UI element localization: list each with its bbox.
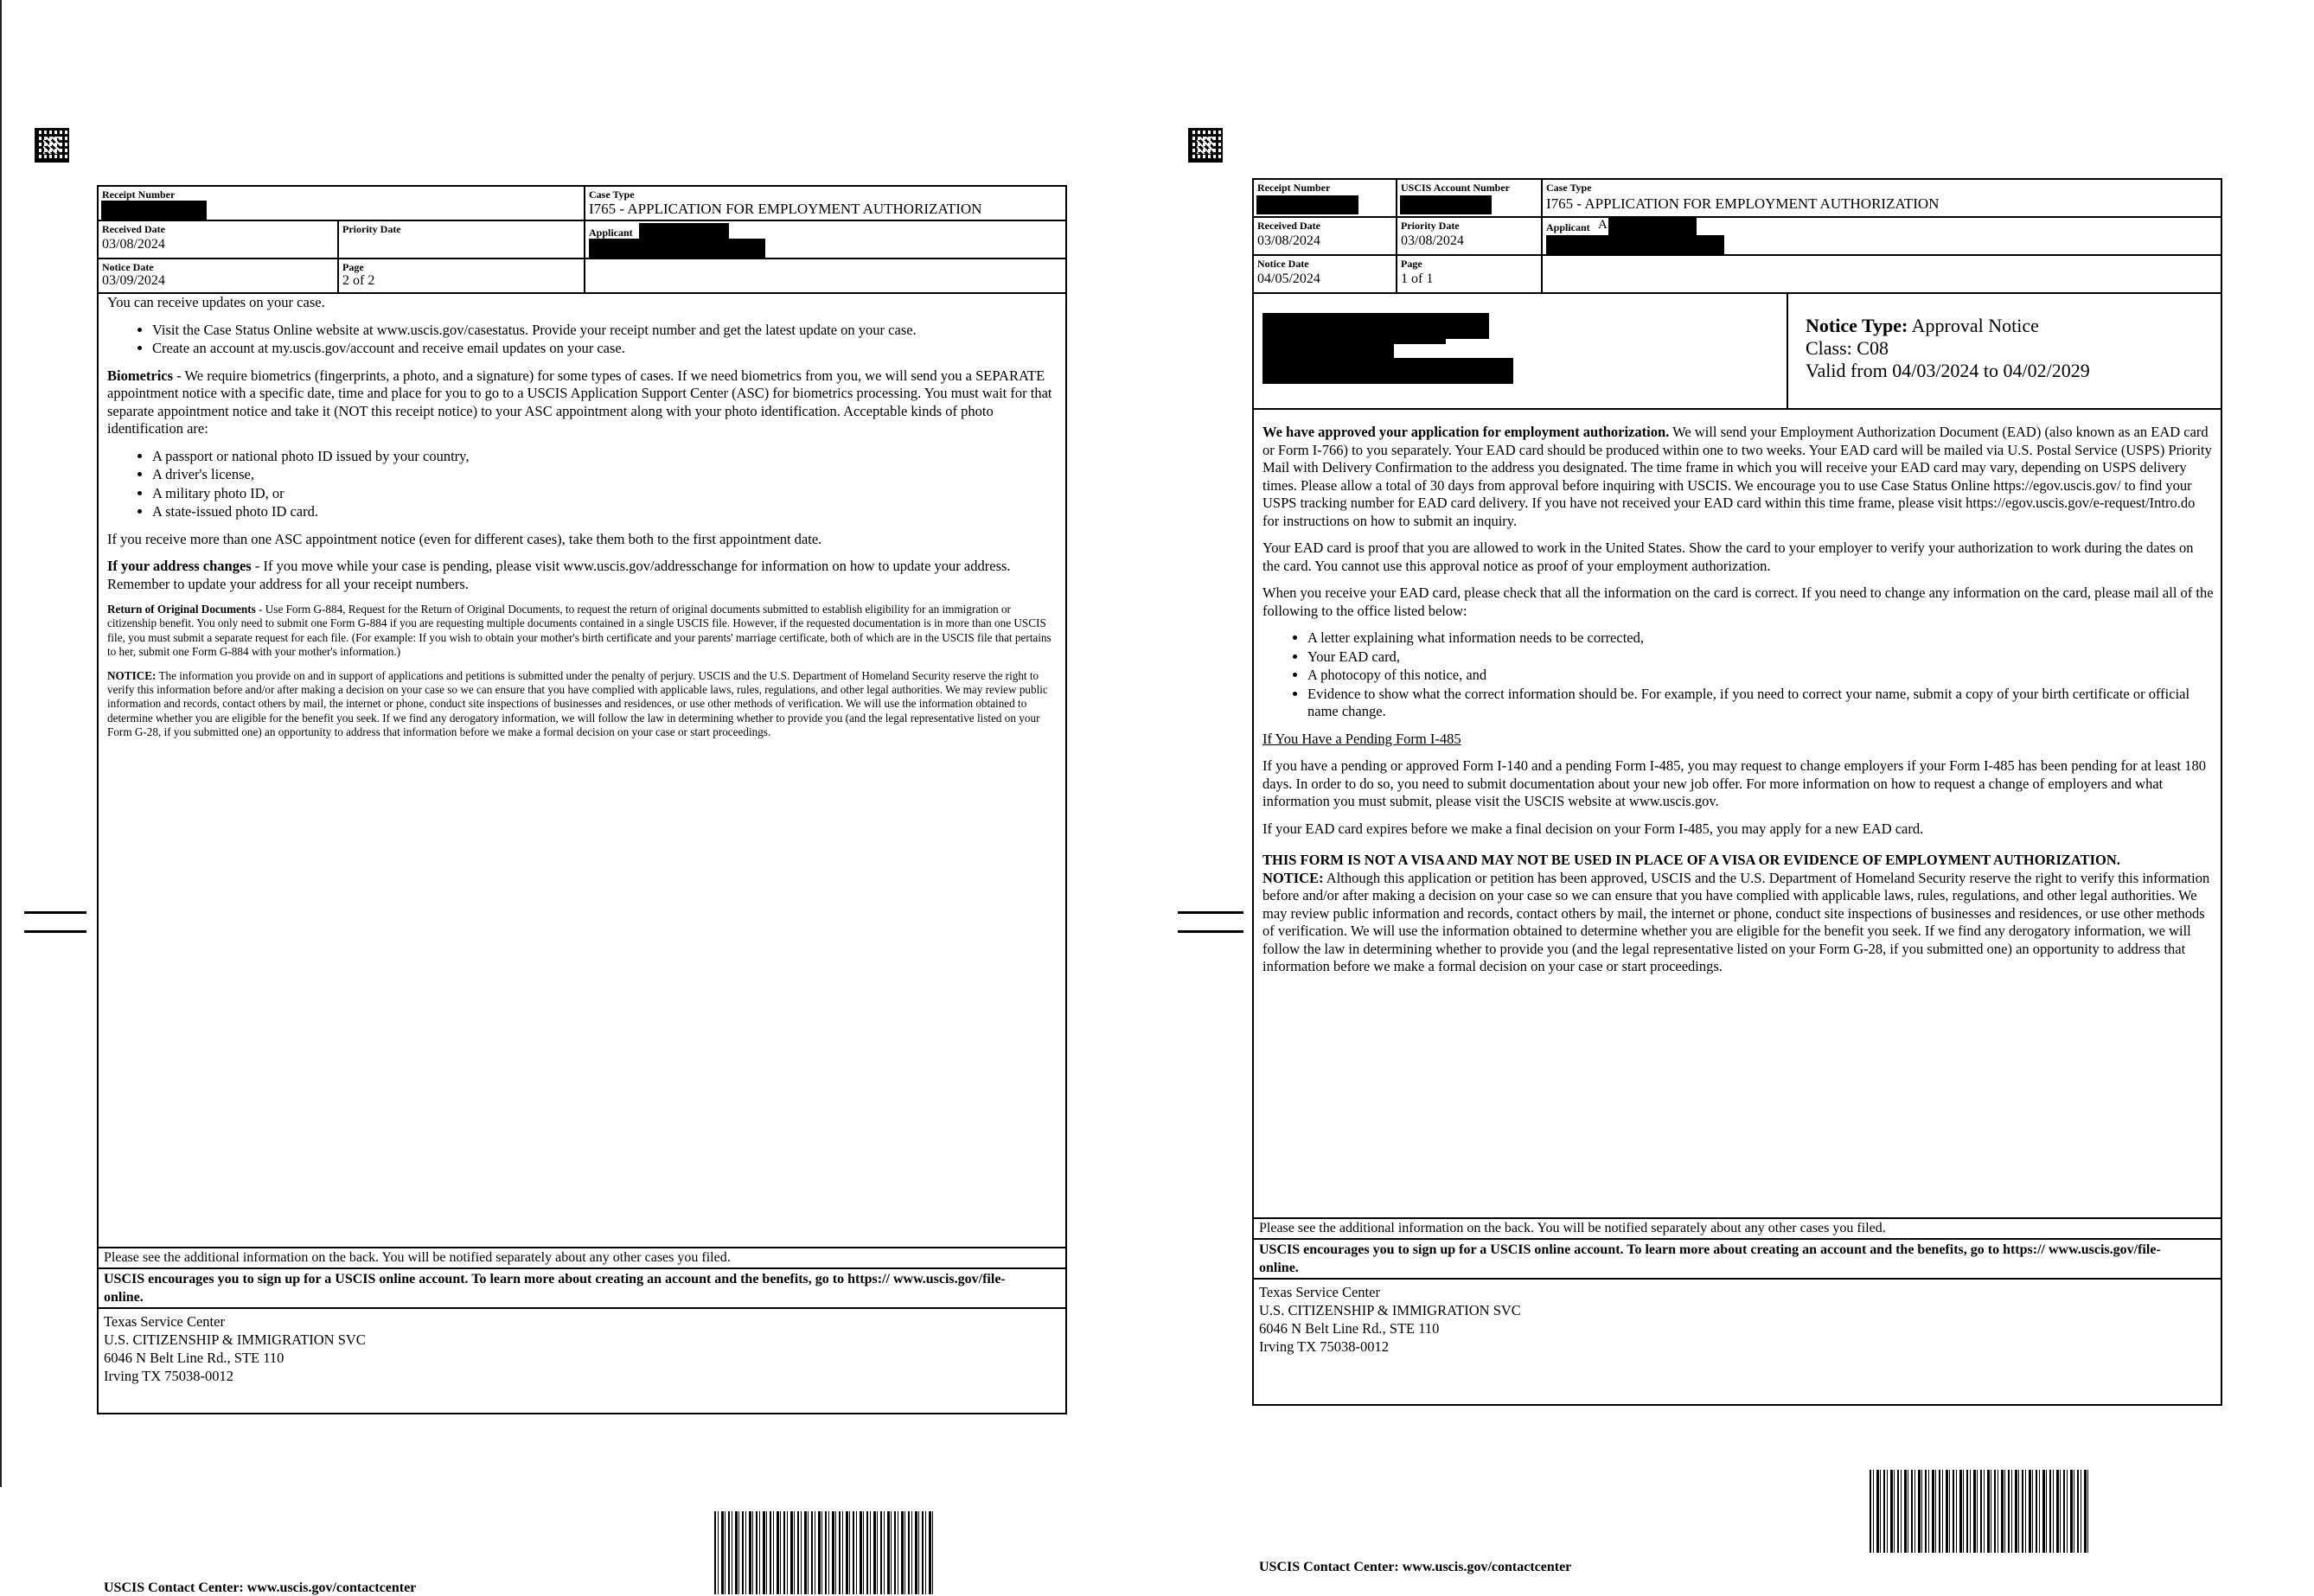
case-type-label: Case Type	[1546, 182, 1592, 194]
redaction	[1262, 358, 1513, 384]
page-label: Page	[342, 261, 364, 273]
approval-text: We will send your Employment Authorization Document (EAD) (also known as an EAD card or Form I-766) to you separately. Your EAD card should be produced within one to two weeks. Your EAD card will be mailed via U.S. Postal Service (USPS) Priority Mail with Delivery Confirmation to the address you designated. The time frame in which you will receive your EAD card may vary, depending on USPS delivery times. Please allow a total of 30 days from approval before inquiring with USCIS. We encourage you to use Case Status Online https://egov.uscis.gov/ to find your USPS tracking number for EAD card delivery. If you have not received your EAD card within this time frame, please visit https://egov.uscis.gov/e-request/Intro.do for instructions on how to submit an inquiry.	[1262, 424, 2212, 529]
address-line: Texas Service Center	[1259, 1284, 1380, 1300]
notice-text: The information you provide on and in support of applications and petitions is submitted under the penalty of perjury. USCIS and the U.S. Department of Homeland Security reserve the right to verify this information before and/or after making a decision on your case so we can ensure that you have complied with applicable laws, rules, regulations, and other legal authorities. We may review public information and records, contact others by mail, the internet or phone, conduct site inspections of businesses and residences, or use other methods of verification. We will use the information obtained to determine whether you are eligible for the benefit you seek. If we find any derogatory information, we will follow the law in determining whether to provide you (and the legal representative listed on your Form G-28, if you submitted one) an opportunity to address that information before we make a formal decision on your case or start proceedings.	[107, 668, 1048, 739]
address-line: 6046 N Belt Line Rd., STE 110	[1259, 1320, 1440, 1337]
notice-type-info	[1806, 315, 2090, 382]
list-item: • Create an account at my.uscis.gov/account and receive email updates on your case.	[152, 340, 1058, 358]
received-date-label: Received Date	[1257, 220, 1320, 232]
biometrics-heading: Biometrics	[107, 367, 174, 384]
check-card-paragraph: When you receive your EAD card, please check that all the information on the card is correct. If you need to change any information on the card, please mail all of the following to the office listed below:	[1262, 584, 2214, 619]
priority-date-label: Priority Date	[1401, 220, 1460, 232]
biometrics-text: - We require biometrics (fingerprints, a photo, and a signature) for some types of cases. If we need biometrics from you, we will send you a SEPARATE appointment notice with a specific date, time and place for you to go to a USCIS Application Support Center (ASC) for biometrics processing. You must wait for that separate appointment notice and take it (NOT this receipt notice) to your ASC appointment along with your photo identification. Acceptable kinds of photo identification are:	[107, 367, 1052, 437]
notice-date-cell	[1254, 256, 1397, 294]
return-documents-paragraph	[107, 603, 1058, 660]
ead-expires-paragraph: If your EAD card expires before we make a final decision on your Form I-485, you may apply for a new EAD card.	[1262, 820, 1924, 837]
address-line: U.S. CITIZENSHIP & IMMIGRATION SVC	[1259, 1302, 1521, 1318]
online-account-text: USCIS encourages you to sign up for a USCIS online account. To learn more about creating an account and the benefits, go to https:// www.uscis.gov/file-online.	[1259, 1242, 2161, 1275]
address-line: Irving TX 75038-0012	[1259, 1338, 1390, 1355]
notice-type-label: Notice Type:	[1806, 315, 1908, 336]
receipt-notice-page	[97, 185, 1067, 1595]
list-item: • A military photo ID, or	[152, 485, 1058, 503]
updates-intro: You can receive updates on your case.	[107, 294, 325, 310]
see-back-text: Please see the additional information on the back. You will be notified separately about any other cases you filed.	[1259, 1221, 1886, 1235]
account-number-label: USCIS Account Number	[1401, 182, 1511, 194]
list-item: • Your EAD card,	[1307, 648, 2214, 667]
address-change-paragraph	[107, 558, 1058, 593]
qr-code-icon	[1188, 128, 1223, 163]
fold-mark	[24, 930, 86, 933]
notice-type-box	[1254, 294, 2221, 410]
mail-items-list	[1262, 629, 2214, 721]
service-center-address	[1259, 1283, 1521, 1356]
page-value: 2 of 2	[342, 273, 375, 288]
notice-heading: NOTICE:	[1262, 869, 1324, 886]
account-number-cell	[1397, 180, 1543, 218]
biometrics-paragraph	[107, 367, 1058, 438]
notice-heading: NOTICE:	[107, 668, 157, 682]
online-account-text: USCIS encourages you to sign up for a USCIS online account. To learn more about creating an account and the benefits, go to https:// www.uscis.gov/file-online.	[104, 1272, 1006, 1305]
class-line: Class: C08	[1806, 337, 1889, 359]
notice-body	[107, 294, 1058, 750]
received-date-value: 03/08/2024	[102, 237, 165, 252]
received-date-cell	[1254, 218, 1397, 256]
valid-dates-line: Valid from 04/03/2024 to 04/02/2029	[1806, 360, 2090, 381]
priority-date-value: 03/08/2024	[1401, 233, 1464, 248]
notice-date-label: Notice Date	[102, 261, 154, 273]
fold-mark	[1178, 911, 1243, 914]
list-item: • A state-issued photo ID card.	[152, 503, 1058, 521]
receipt-number-cell	[99, 187, 585, 221]
empty-cell	[585, 259, 1067, 294]
received-date-label: Received Date	[102, 223, 165, 235]
case-type-cell	[1543, 180, 2222, 218]
page-value: 1 of 1	[1401, 271, 1434, 286]
not-visa-statement	[1262, 852, 2214, 870]
priority-date-cell	[1397, 218, 1543, 256]
photo-id-list	[107, 448, 1058, 521]
approval-notice-page	[1252, 178, 2222, 1574]
return-documents-heading: Return of Original Documents	[107, 603, 256, 616]
proof-paragraph: Your EAD card is proof that you are allowed to work in the United States. Show the card to your employer to verify your authorization to work during the dates on the card. You cannot use this approval notice as proof of your employment authorization.	[1262, 539, 2194, 574]
applicant-partial: A	[1598, 218, 1608, 232]
case-type-label: Case Type	[589, 188, 635, 201]
see-back-text: Please see the additional information on the back. You will be notified separately about any other cases you filed.	[104, 1250, 731, 1265]
not-visa-text: THIS FORM IS NOT A VISA AND MAY NOT BE USED IN PLACE OF A VISA OR EVIDENCE OF EMPLOYMENT AUTHORIZATION.	[1262, 852, 2120, 868]
redaction	[101, 201, 207, 220]
redaction	[1608, 218, 1697, 237]
case-type-value: I765 - APPLICATION FOR EMPLOYMENT AUTHORIZATION	[1546, 195, 1940, 212]
empty-cell	[1543, 256, 2222, 294]
divider	[1254, 1238, 2221, 1240]
receipt-number-cell	[1254, 180, 1397, 218]
notice-date-label: Notice Date	[1257, 258, 1309, 270]
divider	[99, 1267, 1065, 1269]
list-item: • A driver's license,	[152, 466, 1058, 484]
received-date-cell	[99, 221, 339, 259]
receipt-number-label: Receipt Number	[102, 188, 176, 201]
notice-text: Although this application or petition has been approved, USCIS and the U.S. Department of Homeland Security reserve the right to verify this information before and/or after making a decision on your case so we can ensure that you have complied with applicable laws, rules, regulations, and other legal authorities. We may review public information and records, contact others by mail, the internet or phone, conduct site inspections of businesses and residences, or use other methods of verification. We will use the information obtained to determine whether you are eligible for the benefit you seek. If we find any derogatory information, we will follow the law in determining whether to provide you (and the legal representative listed on your Form G-28, if you submitted one) an opportunity to address that information before we make a formal decision on your case or start proceedings.	[1262, 869, 2210, 974]
page-cell	[339, 259, 585, 294]
case-type-cell	[585, 187, 1067, 221]
redaction	[1390, 335, 1446, 344]
list-item: • A letter explaining what information needs to be corrected,	[1307, 629, 2214, 648]
fold-mark	[24, 911, 86, 914]
priority-date-label: Priority Date	[342, 223, 401, 235]
divider	[1787, 294, 1788, 408]
approval-paragraph	[1262, 424, 2214, 530]
page-cell	[1397, 256, 1543, 294]
notice-body	[1262, 424, 2214, 986]
address-change-heading: If your address changes	[107, 558, 252, 574]
receipt-number-label: Receipt Number	[1257, 182, 1331, 194]
notice-date-value: 04/05/2024	[1257, 271, 1320, 286]
priority-date-cell	[339, 221, 585, 259]
redaction	[1546, 235, 1724, 254]
redaction	[589, 239, 765, 258]
redaction	[1400, 195, 1492, 214]
page-label: Page	[1401, 258, 1422, 270]
pending-i485-paragraph: If you have a pending or approved Form I-140 and a pending Form I-485, you may request to change employers if your Form I-485 has been pending for at least 180 days. In order to do so, you need to submit documentation about your new job offer. For more information on how to request a change of employers and what information you must submit, please visit the USCIS website at www.uscis.gov.	[1262, 757, 2207, 809]
applicant-cell	[585, 221, 1067, 259]
list-item: • Visit the Case Status Online website at www.uscis.gov/casestatus. Provide your receipt number and get the latest update on your case.	[152, 322, 1058, 340]
updates-list	[107, 322, 1058, 358]
list-item: • Evidence to show what the correct information should be. For example, if you need to correct your name, submit a copy of your birth certificate or official name change.	[1307, 686, 2214, 721]
return-documents-text: - Use Form G-884, Request for the Return of Original Documents, to request the return of original documents submitted to establish eligibility for an immigration or citizenship benefit. You only need to submit one Form G-884 if you are requesting multiple documents contained in a single USCIS file. However, if the requested documentation is in more than one USCIS file, you must submit a separate request for each file. (For example: If you wish to obtain your mother's birth certificate and your parents' marriage certificate, both of which are in the USCIS file that pertains to her, submit one Form G-884 with your mother's information.)	[107, 603, 1052, 659]
applicant-cell	[1543, 218, 2222, 256]
list-item: • A passport or national photo ID issued by your country,	[152, 448, 1058, 466]
redaction	[1262, 335, 1394, 360]
received-date-value: 03/08/2024	[1257, 233, 1320, 248]
address-change-text: - If you move while your case is pending, please visit www.uscis.gov/addresschange for information on how to update your address. Remember to update your address for all your receipt numbers.	[107, 558, 1011, 592]
qr-code-icon	[35, 128, 69, 163]
address-line: Irving TX 75038-0012	[104, 1368, 234, 1384]
applicant-label: Applicant	[1546, 221, 1590, 233]
list-item: • A photocopy of this notice, and	[1307, 667, 2214, 685]
notice-paragraph	[107, 669, 1058, 740]
service-center-address	[104, 1312, 366, 1385]
notice-date-value: 03/09/2024	[102, 273, 165, 288]
notice-paragraph	[1262, 870, 2214, 976]
redaction	[1256, 195, 1358, 214]
contact-center-text: USCIS Contact Center: www.uscis.gov/contactcenter	[1259, 1560, 1572, 1574]
address-line: 6046 N Belt Line Rd., STE 110	[104, 1350, 284, 1366]
fold-mark	[1178, 930, 1243, 933]
divider	[99, 1307, 1065, 1309]
applicant-label: Applicant	[589, 227, 633, 239]
pending-i485-heading: If You Have a Pending Form I-485	[1262, 730, 1461, 747]
notice-type-line	[1806, 315, 2090, 337]
barcode-icon	[714, 1511, 936, 1594]
divider	[1254, 1217, 2221, 1219]
divider	[1254, 1278, 2221, 1280]
approval-heading: We have approved your application for employment authorization.	[1262, 424, 1670, 440]
contact-center-text: USCIS Contact Center: www.uscis.gov/contactcenter	[104, 1580, 417, 1595]
divider	[99, 1247, 1065, 1248]
redaction	[639, 223, 729, 240]
barcode-icon	[1870, 1470, 2091, 1553]
case-type-value: I765 - APPLICATION FOR EMPLOYMENT AUTHORIZATION	[589, 201, 982, 217]
multiple-asc-paragraph: If you receive more than one ASC appointment notice (even for different cases), take them both to the first appointment date.	[107, 530, 822, 547]
address-line: U.S. CITIZENSHIP & IMMIGRATION SVC	[104, 1331, 366, 1348]
page-edge	[0, 0, 2, 1487]
notice-type-value: Approval Notice	[1908, 315, 2039, 336]
address-line: Texas Service Center	[104, 1313, 225, 1330]
notice-date-cell	[99, 259, 339, 294]
